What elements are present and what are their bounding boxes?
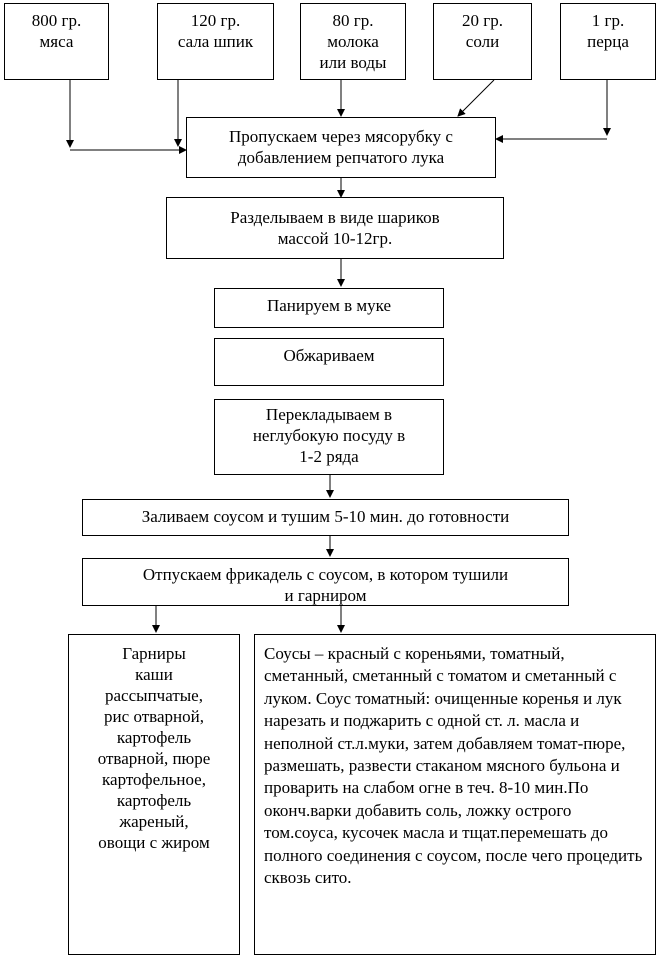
arrow-salt xyxy=(458,80,494,116)
garnishes-text: Гарниры каши рассыпчатые, рис отварной, картофель отварной, пюре картофельное, картофель жареный, овощи с жиром xyxy=(97,644,211,852)
ingredient-pepper-box xyxy=(560,3,656,80)
step-fry-box xyxy=(214,338,444,386)
step-transfer-box xyxy=(214,399,444,475)
step-bread-label: Панируем в муке xyxy=(266,296,392,315)
step-transfer-label: Перекладываем в неглубокую посуду в 1-2 ряда xyxy=(252,405,406,466)
garnishes-box xyxy=(68,634,240,955)
step-grind-box xyxy=(186,117,496,178)
step-shape-label: Разделываем в виде шариков массой 10-12гр. xyxy=(230,208,440,248)
step-shape-box xyxy=(166,197,504,259)
step-serve-label: Отпускаем фрикадель с соусом, в котором тушили и гарниром xyxy=(142,565,509,605)
ingredient-salt-label: 20 гр. соли xyxy=(462,11,503,51)
step-stew-label: Заливаем соусом и тушим 5-10 мин. до готовности xyxy=(141,507,510,526)
ingredient-salt-box xyxy=(433,3,532,80)
sauces-text: Соусы – красный с кореньями, томатный, сметанный, сметанный с томатом и сметанный с луком. Соус томатный: очищенные коренья и лук нарезать и поджарить с одной ст. л. масла и неполной ст.л.муки, затем добавляем томат-пюре, размешать, развести стаканом мясного бульона и проварить на слабом огне в теч. 8-10 мин.По оконч.варки добавить соль, ложку острого том.соуса, кусочек масла и тщат.перемешать до полного соединения с соусом, после чего процедить сквозь сито. xyxy=(264,644,643,888)
ingredient-milk-label: 80 гр. молока или воды xyxy=(319,11,387,72)
step-stew-box xyxy=(82,499,569,536)
ingredient-lard-box xyxy=(157,3,274,80)
step-serve-box xyxy=(82,558,569,606)
ingredient-meat-box xyxy=(4,3,109,80)
ingredient-milk-box xyxy=(300,3,406,80)
sauces-box xyxy=(254,634,656,955)
ingredient-pepper-label: 1 гр. перца xyxy=(587,11,629,51)
step-bread-box xyxy=(214,288,444,328)
step-grind-label: Пропускаем через мясорубку с добавлением репчатого лука xyxy=(229,127,453,167)
step-fry-label: Обжариваем xyxy=(283,346,375,365)
ingredient-meat-label: 800 гр. мяса xyxy=(31,11,82,51)
ingredient-lard-label: 120 гр. сала шпик xyxy=(177,11,254,51)
